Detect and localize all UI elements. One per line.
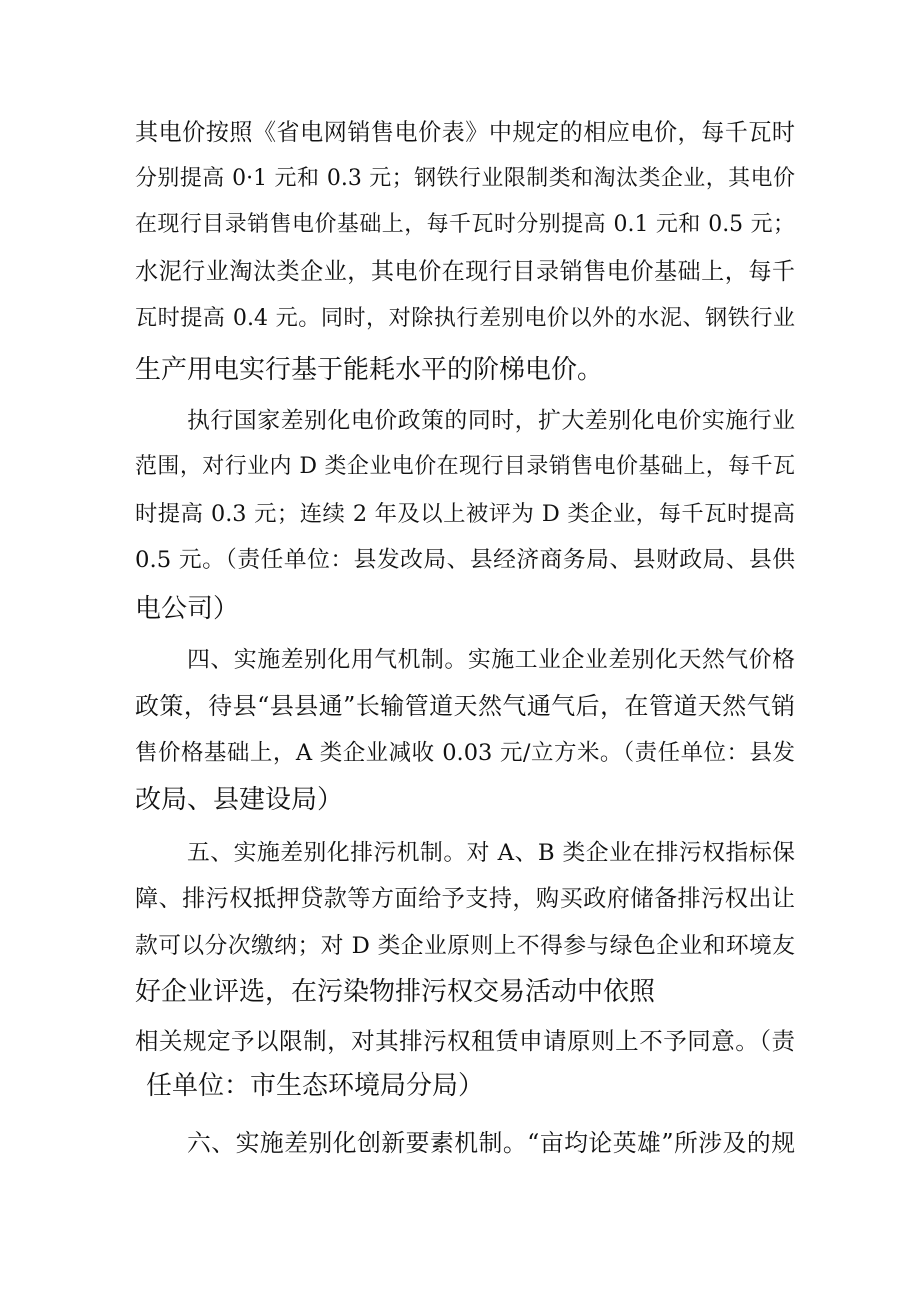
text-line: 其电价按照《省电网销售电价表》中规定的相应电价，每千瓦时 xyxy=(135,120,795,146)
text-line: 改局、县建设局） xyxy=(135,785,344,815)
text-line: 瓦时提高 0.4 元。同时，对除执行差别电价以外的水泥、钢铁行业 xyxy=(135,305,795,331)
text-line: 生产用电实行基于能耗水平的阶梯电价。 xyxy=(135,355,604,385)
text-line: 相关规定予以限制，对其排污权租赁申请原则上不予同意。（责 xyxy=(135,1027,795,1055)
text-line: 好企业评选，在污染物排污权交易活动中依照 xyxy=(135,977,656,1007)
text-line: 范围，对行业内 D 类企业电价在现行目录销售电价基础上，每千瓦 xyxy=(135,454,795,479)
text-line: 时提高 0.3 元；连续 2 年及以上被评为 D 类企业，每千瓦时提高 xyxy=(135,501,795,527)
text-line: 四、实施差别化用气机制。实施工业企业差别化天然气价格 xyxy=(187,647,795,673)
text-line: 政策，待县“县县通”长输管道天然气通气后，在管道天然气销 xyxy=(135,692,795,720)
text-line: 执行国家差别化电价政策的同时，扩大差别化电价实施行业 xyxy=(187,408,795,434)
text-line: 水泥行业淘汰类企业，其电价在现行目录销售电价基础上，每千 xyxy=(135,259,795,285)
text-line: 款可以分次缴纳；对 D 类企业原则上不得参与绿色企业和环境友 xyxy=(135,933,795,959)
text-line: 电公司） xyxy=(135,594,240,624)
text-line: 在现行目录销售电价基础上，每千瓦时分别提高 0.1 元和 0.5 元； xyxy=(135,212,795,237)
text-line: 分别提高 0·1 元和 0.3 元；钢铁行业限制类和淘汰类企业，其电价 xyxy=(135,166,795,191)
text-line: 六、实施差别化创新要素机制。“亩均论英雄”所涉及的规 xyxy=(187,1129,795,1157)
text-line: 0.5 元。（责任单位：县发改局、县经济商务局、县财政局、县供 xyxy=(135,547,795,573)
text-line: 售价格基础上，A 类企业减收 0.03 元/立方米。（责任单位：县发 xyxy=(135,740,795,766)
text-line: 任单位：市生态环境局分局） xyxy=(146,1071,485,1101)
text-line: 五、实施差别化排污机制。对 A、B 类企业在排污权指标保 xyxy=(187,840,795,866)
text-line: 障、排污权抵押贷款等方面给予支持，购买政府储备排污权出让 xyxy=(135,886,795,912)
